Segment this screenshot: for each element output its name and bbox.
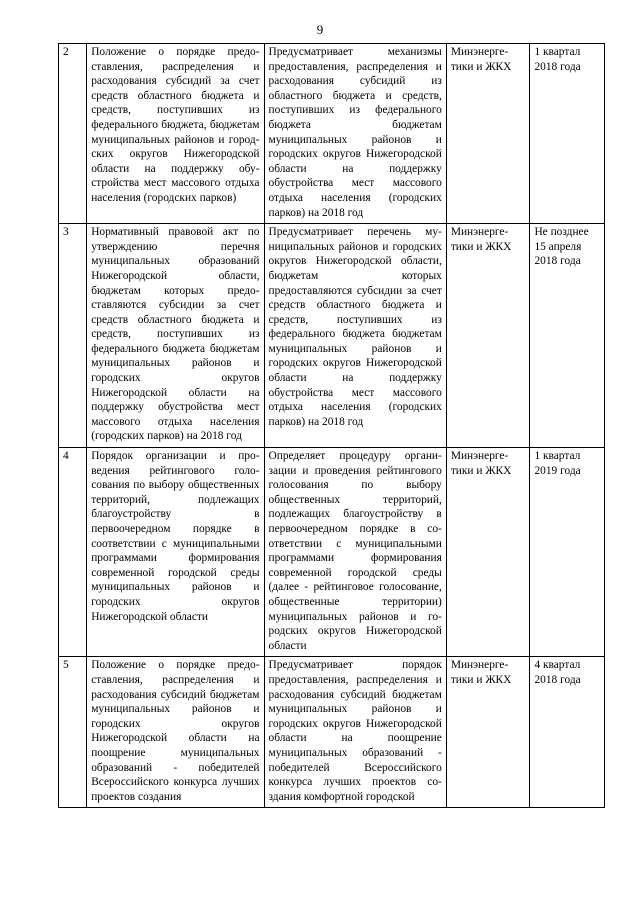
table-row [59, 657, 605, 808]
row-number: 2 [59, 44, 87, 224]
row-number: 3 [59, 224, 87, 448]
deadline: 1 квартал 2018 года [530, 44, 605, 224]
responsible-body: Минэнергетики и ЖКХ [446, 224, 530, 448]
document-title: Положение о порядке предоставления, распределения и расходования субсидий бюджетам муниципальных районов и городских округов Нижегородской области на поощрение муниципальных образований - победителей Всероссийского конкурса лучших проектов создания [87, 657, 264, 808]
table-row [59, 448, 605, 657]
document-description: Предусматривает перечень муниципальных районов и городских округов Нижегородской области, бюджетам которых предоставляются субсидии за счет средств областного бюджета и средств, поступивших из федерального бюджета бюджетам муниципальных районов и городских округов Нижегородской области на поддержку обустройства мест массового отдыха населения (городских парков) на 2018 год [264, 224, 446, 448]
row-number: 5 [59, 657, 87, 808]
responsible-body: Минэнергетики и ЖКХ [446, 44, 530, 224]
page-number: 9 [316, 22, 324, 37]
document-description: Предусматривает механизмы предоставления, распределения и расходования субсидий из областного бюджета и средств, поступивших из федерального бюджета бюджетам муниципальных районов и городских округов Нижегородской области на поддержку обустройства мест массового отдыха населения (городских парков) на 2018 год [264, 44, 446, 224]
deadline: 4 квартал 2018 года [530, 657, 605, 808]
responsible-body: Минэнергетики и ЖКХ [446, 448, 530, 657]
table-row [59, 44, 605, 224]
deadline: 1 квартал 2019 года [530, 448, 605, 657]
document-description: Предусматривает порядок предоставления, распределения и расходования субсидий бюджетам муниципальных районов и городских округов Нижегородской области на поощрение муниципальных образований - победителей Всероссийского конкурса лучших проектов создания комфортной городской [264, 657, 446, 808]
document-title: Порядок организации и проведения рейтингового голосования по выбору общественных территорий, подлежащих благоустройству в первоочередном порядке в соответствии с муниципальными программами формирования современной городской среды муниципальных районов и городских округов Нижегородской области [87, 448, 264, 657]
document-title: Положение о порядке предоставления, распределения и расходования субсидий за счет средств областного бюджета и средств, поступивших из федерального бюджета, бюджетам муниципальных районов и городских округов Нижегородской области на поддержку обустройства мест массового отдыха населения (городских парков) [87, 44, 264, 224]
document-title: Нормативный правовой акт по утверждению перечня муниципальных образований Нижегородской области, бюджетам которых предоставляются субсидии за счет средств областного бюджета и средств, поступивших из федерального бюджета бюджетам муниципальных районов и городских округов Нижегородской области на поддержку обустройства мест массового отдыха населения (городских парков) на 2018 год [87, 224, 264, 448]
row-number: 4 [59, 448, 87, 657]
measures-table [58, 43, 605, 808]
table-row [59, 224, 605, 448]
responsible-body: Минэнергетики и ЖКХ [446, 657, 530, 808]
deadline: Не позднее 15 апреля 2018 года [530, 224, 605, 448]
document-description: Определяет процедуру организации и проведения рейтингового голосования по выбору общественных территорий, подлежащих благоустройству в первоочередном порядке в соответствии с муниципальными программами формирования современной городской среды (далее - рейтинговое голосование, общественные территории) муниципальных районов и городских округов Нижегородской области [264, 448, 446, 657]
